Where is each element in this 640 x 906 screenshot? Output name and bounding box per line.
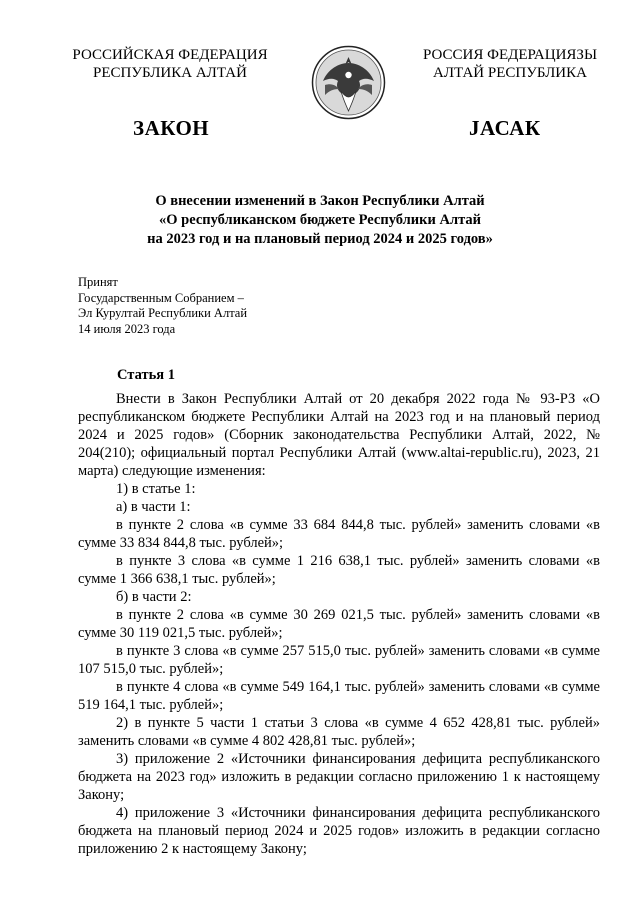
law-title-russian: ЗАКОН	[133, 116, 210, 140]
document-title	[70, 192, 570, 249]
paragraph-amendment: в пункте 2 слова «в сумме 33 684 844,8 тыс. рублей» заменить словами «в сумме 33 834 844,8 тыс. рублей»;	[78, 517, 600, 551]
header-right	[410, 46, 610, 82]
paragraph-item-4: 4) приложение 3 «Источники финансирования дефицита республиканского бюджета на плановый период 2024 и 2025 годов» изложить в редакции согласно приложению 2 к настоящему Закону;	[78, 805, 600, 857]
law-title-altai: ЈАСАК	[469, 116, 541, 140]
paragraph-amendment: в пункте 3 слова «в сумме 257 515,0 тыс. рублей» заменить словами «в сумме 107 515,0 тыс. рублей»;	[78, 643, 600, 677]
adoption-line: Эл Курултай Республики Алтай	[78, 306, 248, 320]
paragraph-amendment: в пункте 2 слова «в сумме 30 269 021,5 тыс. рублей» заменить словами «в сумме 30 119 021,5 тыс. рублей»;	[78, 607, 600, 641]
country-name-russian: РОССИЙСКАЯ ФЕДЕРАЦИЯ	[72, 47, 268, 63]
paragraph-intro: Внести в Закон Республики Алтай от 20 декабря 2022 года № 93-РЗ «О республиканском бюджете Республики Алтай на 2023 год и на плановый период 2024 и 2025 годов» (Сборник законодательства Республики Алтай, 2022, № 204(210); официальный портал Республики Алтай (www.altai-republic.ru), 2023, 21 марта) следующие изменения:	[78, 391, 600, 479]
paragraph-item-2: 2) в пункте 5 части 1 статьи 3 слова «в сумме 4 652 428,81 тыс. рублей» заменить словами «в сумме 4 802 428,81 тыс. рублей»;	[78, 715, 600, 749]
country-name-altai: РОССИЯ ФЕДЕРАЦИЯЗЫ	[422, 47, 598, 63]
document-title-line: на 2023 год и на плановый период 2024 и 2025 годов»	[147, 231, 493, 247]
article-body	[78, 390, 600, 858]
header-left	[56, 46, 284, 82]
paragraph-subitem-b: б) в части 2:	[116, 589, 192, 605]
paragraph-item-1: 1) в статье 1:	[116, 481, 196, 497]
adoption-line: Государственным Собранием –	[78, 290, 244, 305]
paragraph-amendment: в пункте 4 слова «в сумме 549 164,1 тыс. рублей» заменить словами «в сумме 519 164,1 тыс. рублей»;	[78, 679, 600, 713]
altai-republic-emblem-icon	[311, 45, 386, 120]
article-heading: Статья 1	[117, 367, 175, 383]
adoption-note	[78, 275, 247, 337]
adoption-date: 14 июля 2023 года	[78, 321, 176, 336]
paragraph-amendment: в пункте 3 слова «в сумме 1 216 638,1 тыс. рублей» заменить словами «в сумме 1 366 638,1 тыс. рублей»;	[78, 553, 600, 587]
paragraph-subitem-a: а) в части 1:	[116, 499, 191, 515]
republic-name-altai: АЛТАЙ РЕСПУБЛИКА	[433, 65, 587, 81]
adoption-line: Принят	[78, 275, 118, 289]
document-title-line: «О республиканском бюджете Республики Алтай	[158, 212, 481, 228]
document-title-line: О внесении изменений в Закон Республики Алтай	[155, 193, 485, 209]
paragraph-item-3: 3) приложение 2 «Источники финансирования дефицита республиканского бюджета на 2023 год» изложить в редакции согласно приложению 1 к настоящему Закону;	[78, 751, 600, 803]
republic-name-russian: РЕСПУБЛИКА АЛТАЙ	[93, 65, 247, 81]
